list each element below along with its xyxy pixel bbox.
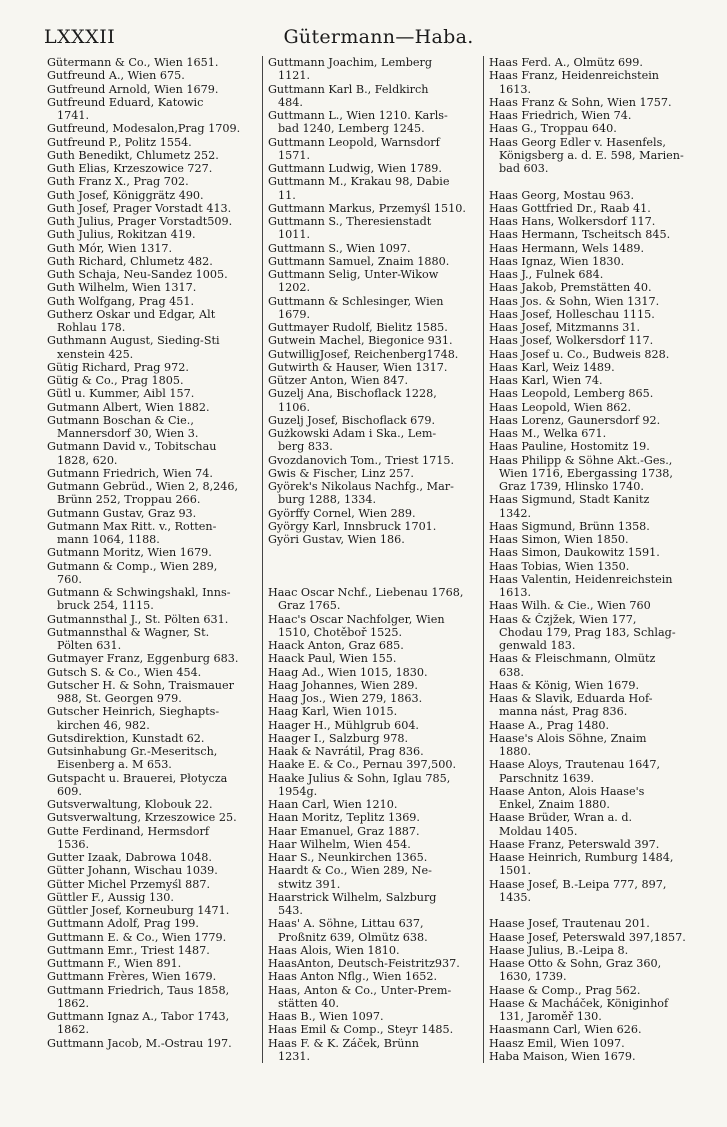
directory-line: 1741. bbox=[57, 109, 90, 122]
directory-line: 1231. bbox=[278, 1049, 311, 1063]
directory-line: Enkel, Znaim 1880. bbox=[499, 798, 610, 811]
directory-line: Gutsverwaltung, Klobouk 22. bbox=[47, 798, 213, 811]
directory-line: Haase Franz, Peterswald 397. bbox=[489, 837, 660, 851]
directory-line: Haas Alois, Wien 1810. bbox=[268, 943, 400, 957]
directory-line: Guttmann Ludwig, Wien 1789. bbox=[268, 162, 442, 175]
directory-line: 1510, Chotěboř 1525. bbox=[278, 625, 403, 639]
directory-line: Gutsverwaltung, Krzeszowice 25. bbox=[47, 811, 237, 825]
directory-line: Haas' A. Söhne, Littau 637, bbox=[268, 917, 424, 931]
directory-line: Gwis & Fischer, Linz 257. bbox=[268, 466, 414, 480]
directory-line: Haas M., Welka 671. bbox=[489, 427, 607, 440]
directory-line: Gutfreund Eduard, Katowic bbox=[47, 95, 204, 109]
directory-line: Györek's Nikolaus Nachfg., Mar- bbox=[268, 480, 454, 493]
directory-line: bad 603. bbox=[499, 162, 549, 175]
directory-line: Gutsinhabung Gr.-Meseritsch, bbox=[47, 745, 218, 758]
directory-line: Haac Oscar Nchf., Liebenau 1768, bbox=[268, 586, 464, 599]
directory-line: Haas Pauline, Hostomitz 19. bbox=[489, 440, 650, 454]
directory-line: Haas Karl, Wien 74. bbox=[489, 374, 603, 387]
directory-line: Haan Moritz, Teplitz 1369. bbox=[268, 811, 420, 825]
directory-line: Haar Wilhelm, Wien 454. bbox=[268, 837, 411, 851]
directory-line: Haase Josef, Peterswald 397,1857. bbox=[489, 930, 686, 944]
directory-line: Gutmann David v., Tobitschau bbox=[47, 440, 217, 454]
directory-line: Haase Aloys, Trautenau 1647, bbox=[489, 758, 661, 772]
directory-line: Gutscher Heinrich, Sieghарts- bbox=[47, 705, 220, 719]
directory-line: 1011. bbox=[278, 228, 311, 242]
directory-line: Gutherz Oskar und Edgar, Alt bbox=[47, 307, 216, 321]
directory-line: 1613. bbox=[499, 82, 532, 96]
directory-line: Gutmann Moritz, Wien 1679. bbox=[47, 546, 212, 560]
directory-line: Haas Simon, Wien 1850. bbox=[489, 533, 629, 546]
directory-line: 1121. bbox=[278, 69, 311, 83]
directory-line: Haas Josef u. Co., Budweis 828. bbox=[489, 347, 670, 361]
directory-line: Guttmann S., Wien 1097. bbox=[268, 241, 411, 255]
directory-line: mann 1064, 1188. bbox=[57, 533, 160, 546]
page-number: LXXXII bbox=[44, 26, 116, 48]
page-header bbox=[44, 22, 713, 56]
directory-line: Wien 1716, Ebergassing 1738, bbox=[499, 466, 673, 480]
directory-line: Guttmann L., Wien 1210. Karls- bbox=[268, 109, 448, 122]
directory-line: GutwilligJosef, Reichenberg1748. bbox=[268, 347, 459, 361]
directory-line: Gutfreund, Modesalon,Prag 1709. bbox=[47, 122, 241, 136]
directory-line: Parschnitz 1639. bbox=[499, 771, 595, 785]
directory-line: Haas, Anton & Co., Unter-Prem- bbox=[268, 983, 452, 997]
directory-line: Guttmann Adolf, Prag 199. bbox=[47, 917, 199, 931]
directory-line bbox=[268, 573, 480, 586]
directory-line: Haas Franz, Heidenreichstein bbox=[489, 69, 659, 83]
directory-line: Gütter Johann, Wischau 1039. bbox=[47, 864, 218, 878]
directory-line: Haase Brüder, Wran a. d. bbox=[489, 811, 633, 825]
directory-line: 1828, 620. bbox=[57, 453, 118, 467]
directory-line: Guttmann Ignaz A., Tabor 1743, bbox=[47, 1010, 230, 1023]
directory-line: 1862. bbox=[57, 1023, 90, 1037]
directory-line: 1202. bbox=[278, 281, 311, 295]
directory-line: Güttler F., Aussig 130. bbox=[47, 890, 174, 904]
directory-line: Haase Anton, Alois Haase's bbox=[489, 784, 645, 798]
directory-line: Gutmann Boschan & Cie., bbox=[47, 413, 194, 427]
directory-line: Eisenberg a. M 653. bbox=[57, 758, 172, 772]
directory-line: Gutmann Friedrich, Wien 74. bbox=[47, 466, 213, 480]
directory-line: Guttmann Frères, Wien 1679. bbox=[47, 970, 217, 984]
directory-line: Haas Franz & Sohn, Wien 1757. bbox=[489, 95, 672, 109]
directory-line: Gutmann Gebrüd., Wien 2, 8,246, bbox=[47, 480, 239, 493]
directory-line: berg 833. bbox=[278, 440, 333, 454]
directory-line: bruck 254, 1115. bbox=[57, 599, 154, 613]
directory-line: Haar Emanuel, Graz 1887. bbox=[268, 824, 420, 838]
directory-line: Haas Tobias, Wien 1350. bbox=[489, 559, 630, 573]
directory-line: Haase's Alois Söhne, Znaim bbox=[489, 731, 647, 745]
directory-line: Haas & Fleischmann, Olmütz bbox=[489, 652, 656, 666]
directory-line: Haack Paul, Wien 155. bbox=[268, 652, 397, 666]
directory-line: Haas Friedrich, Wien 74. bbox=[489, 109, 632, 122]
directory-line: Gutmann Gustav, Graz 93. bbox=[47, 506, 197, 520]
directory-line: Gutmann & Schwingshakl, Inns- bbox=[47, 586, 231, 599]
directory-line: Königsberg a. d. E. 598, Marien- bbox=[499, 148, 684, 162]
directory-line: Haas Josef, Mitzmanns 31. bbox=[489, 321, 641, 334]
directory-line: Haas Hermann, Tscheitsch 845. bbox=[489, 228, 671, 242]
directory-line: 1630, 1739. bbox=[499, 970, 567, 984]
directory-line: Haase Heinrich, Rumburg 1484, bbox=[489, 851, 674, 864]
page-title: Gütermann—Haba. bbox=[283, 26, 474, 48]
directory-line: Guth Julius, Rokitzan 419. bbox=[47, 228, 196, 242]
directory-line: Chodau 179, Prag 183, Schlag- bbox=[499, 625, 676, 639]
directory-line: Haas Hermann, Wels 1489. bbox=[489, 241, 645, 255]
directory-line: Gutsdirektion, Kunstadt 62. bbox=[47, 731, 205, 745]
directory-line: Gutsch S. & Co., Wien 454. bbox=[47, 665, 202, 679]
directory-line: Gutfreund A., Wien 675. bbox=[47, 69, 185, 83]
directory-line bbox=[489, 175, 710, 188]
directory-line: kirchen 46, 982. bbox=[57, 718, 150, 732]
directory-line: Gutspacht u. Brauerei, Płotycza bbox=[47, 771, 228, 785]
directory-line: Haba Maison, Wien 1679. bbox=[489, 1049, 636, 1063]
directory-line bbox=[489, 904, 710, 917]
directory-line: Pölten 631. bbox=[57, 639, 122, 652]
directory-line: Györi Gustav, Wien 186. bbox=[268, 533, 405, 546]
directory-line: Guzelj Josef, Bischoflack 679. bbox=[268, 413, 436, 427]
directory-line: Guttmann Samuel, Znaim 1880. bbox=[268, 254, 450, 268]
directory-line: Gvozdanovich Tom., Triest 1715. bbox=[268, 453, 455, 467]
directory-line: Haase & Macháček, Königinhof bbox=[489, 996, 669, 1010]
directory-line: Haag Jos., Wien 279, 1863. bbox=[268, 692, 423, 705]
directory-line: Haas Lorenz, Gaunersdorf 92. bbox=[489, 413, 661, 427]
directory-line: Gützer Anton, Wien 847. bbox=[268, 374, 409, 387]
directory-line: Gutmannsthal J., St. Pölten 631. bbox=[47, 612, 229, 626]
directory-line: 1501. bbox=[499, 864, 532, 878]
directory-line: Haake E. & Co., Pernau 397,500. bbox=[268, 758, 457, 772]
directory-line: Gutwirth & Hauser, Wien 1317. bbox=[268, 360, 448, 374]
directory-line: Gutmann & Comp., Wien 289, bbox=[47, 559, 218, 573]
directory-line: Haan Carl, Wien 1210. bbox=[268, 798, 398, 811]
directory-line: Haas G., Troppau 640. bbox=[489, 122, 617, 136]
directory-line: Haas Gottfried Dr., Raab 41. bbox=[489, 201, 651, 215]
directory-line: Graz 1765. bbox=[278, 599, 341, 613]
directory-line: Haase Julius, B.-Leipa 8. bbox=[489, 943, 629, 957]
directory-line: Guth Mór, Wien 1317. bbox=[47, 241, 173, 255]
directory-line: Gutmann Max Ritt. v., Rotten- bbox=[47, 519, 217, 533]
directory-line: 1880. bbox=[499, 745, 532, 758]
directory-line: Gütter Michel Przemyśl 887. bbox=[47, 877, 211, 891]
directory-line: Haasmann Carl, Wien 626. bbox=[489, 1023, 642, 1037]
column-1 bbox=[44, 56, 262, 1050]
directory-line: manna nást, Prag 836. bbox=[499, 705, 628, 719]
directory-line: Guttmann Emr., Triest 1487. bbox=[47, 943, 210, 957]
directory-line: Gutter Izaak, Dabrowa 1048. bbox=[47, 851, 212, 864]
directory-line bbox=[268, 560, 480, 573]
directory-line: Gutmann Albert, Wien 1882. bbox=[47, 400, 210, 414]
directory-line: Guttmann Leopold, Warnsdorf bbox=[268, 135, 440, 149]
directory-line: 1536. bbox=[57, 837, 90, 851]
directory-line: Guth Franz X., Prag 702. bbox=[47, 175, 189, 189]
directory-line: stwitz 391. bbox=[278, 877, 341, 891]
directory-line: Haag Ad., Wien 1015, 1830. bbox=[268, 665, 428, 679]
directory-line: György Karl, Innsbruck 1701. bbox=[268, 519, 437, 533]
directory-line: Guth Josef, Königgrätz 490. bbox=[47, 188, 204, 202]
directory-line: Haas Emil & Comp., Steyr 1485. bbox=[268, 1023, 454, 1037]
directory-line: stätten 40. bbox=[278, 996, 340, 1010]
directory-line bbox=[268, 546, 480, 559]
column-2 bbox=[262, 56, 483, 1063]
directory-line: Guttmann Karl B., Feldkirch bbox=[268, 82, 429, 96]
directory-line: Gutfreund P., Politz 1554. bbox=[47, 135, 192, 149]
directory-line: Haar S., Neunkirchen 1365. bbox=[268, 851, 428, 864]
directory-line: 760. bbox=[57, 572, 82, 586]
directory-line: Haas Georg Edler v. Hasenfels, bbox=[489, 135, 666, 149]
directory-line: Gutte Ferdinand, Hermsdorf bbox=[47, 824, 209, 838]
directory-line: Guth Richard, Chlumetz 482. bbox=[47, 254, 213, 268]
directory-line: Haas & König, Wien 1679. bbox=[489, 678, 640, 692]
directory-line: Guth Wilhelm, Wien 1317. bbox=[47, 281, 197, 295]
directory-line: Haas Jos. & Sohn, Wien 1317. bbox=[489, 294, 660, 308]
directory-line: genwald 183. bbox=[499, 639, 576, 652]
directory-line: Haag Johannes, Wien 289. bbox=[268, 678, 418, 692]
directory-line: Haak & Navrátil, Prag 836. bbox=[268, 745, 424, 758]
directory-line: 543. bbox=[278, 904, 303, 917]
directory-line: Guzelj Ana, Bischoflack 1228, bbox=[268, 387, 437, 401]
directory-line: 131, Jaroměř 130. bbox=[499, 1010, 602, 1023]
directory-line: 638. bbox=[499, 665, 524, 679]
directory-line: Haas Anton Nflg., Wien 1652. bbox=[268, 970, 438, 984]
directory-line: 11. bbox=[278, 188, 296, 202]
directory-line: Haas & Slavik, Eduarda Hof- bbox=[489, 692, 653, 705]
directory-line: 988, St. Georgen 979. bbox=[57, 692, 182, 705]
directory-line: burg 1288, 1334. bbox=[278, 493, 377, 507]
directory-line: Haas Hans, Wolkersdorf 117. bbox=[489, 215, 656, 228]
directory-line: 609. bbox=[57, 784, 82, 798]
directory-line: Guth Wolfgang, Prag 451. bbox=[47, 294, 195, 308]
directory-line: Haas J., Fulnek 684. bbox=[489, 268, 604, 281]
directory-line: 1435. bbox=[499, 890, 532, 904]
directory-line: 1613. bbox=[499, 586, 532, 599]
directory-line: Gutmannsthal & Wagner, St. bbox=[47, 625, 210, 639]
directory-line: Haas Leopold, Lemberg 865. bbox=[489, 387, 654, 401]
directory-line: Haas F. & K. Záček, Brünn bbox=[268, 1036, 419, 1050]
directory-line: Haas Philipp & Söhne Akt.-Ges., bbox=[489, 453, 673, 467]
directory-line: Haase Josef, Trautenau 201. bbox=[489, 917, 650, 931]
directory-line: Haas Josef, Wolkersdorf 117. bbox=[489, 334, 654, 348]
directory-line: Haardt & Co., Wien 289, Ne- bbox=[268, 864, 432, 878]
directory-line: Haager I., Salzburg 978. bbox=[268, 731, 409, 745]
directory-line: 484. bbox=[278, 95, 303, 109]
directory-line: Haas & Čzjžek, Wien 177, bbox=[489, 612, 637, 626]
directory-line: Rohlau 178. bbox=[57, 321, 126, 334]
directory-line: Guttmann M., Krakau 98, Dabie bbox=[268, 175, 450, 189]
directory-line: Haager H., Mühlgrub 604. bbox=[268, 718, 419, 732]
directory-line: Haas Leopold, Wien 862. bbox=[489, 400, 632, 414]
directory-line: Güttler Josef, Korneuburg 1471. bbox=[47, 904, 230, 917]
directory-line: Haas Sigmund, Brünn 1358. bbox=[489, 519, 650, 533]
directory-line: Gütig & Co., Prag 1805. bbox=[47, 374, 184, 387]
directory-line: 1679. bbox=[278, 307, 311, 321]
directory-line: xenstein 425. bbox=[57, 347, 134, 361]
directory-line: Haag Karl, Wien 1015. bbox=[268, 705, 398, 719]
directory-line: Guth Benedikt, Chlumetz 252. bbox=[47, 148, 219, 162]
directory-line: Haac's Oscar Nachfolger, Wien bbox=[268, 612, 445, 626]
directory-line: Haase A., Prag 1480. bbox=[489, 718, 610, 732]
directory-line: 1342. bbox=[499, 506, 532, 520]
directory-line: Haas Karl, Weiz 1489. bbox=[489, 360, 615, 374]
directory-line: Guthmann August, Sieding-Sti bbox=[47, 334, 220, 348]
directory-line: 1862. bbox=[57, 996, 90, 1010]
directory-line: Guth Schaja, Neu-Sandez 1005. bbox=[47, 268, 228, 281]
columns bbox=[44, 56, 713, 1063]
directory-line: Haas Georg, Mostau 963. bbox=[489, 188, 635, 202]
directory-line: Haas Ignaz, Wien 1830. bbox=[489, 254, 625, 268]
directory-line: Haas Wilh. & Cie., Wien 760 bbox=[489, 599, 651, 613]
directory-line: 1106. bbox=[278, 400, 311, 414]
directory-line: Haas Valentin, Heidenreichstein bbox=[489, 572, 673, 586]
directory-line: Haas Sigmund, Stadt Kanitz bbox=[489, 493, 650, 507]
directory-line: Brünn 252, Troppau 266. bbox=[57, 493, 201, 507]
directory-line: Guttmann & Schlesinger, Wien bbox=[268, 294, 444, 308]
directory-line: HaasAnton, Deutsch-Feistritz937. bbox=[268, 957, 460, 970]
directory-line: Haack Anton, Graz 685. bbox=[268, 639, 404, 652]
directory-line: Haasz Emil, Wien 1097. bbox=[489, 1036, 625, 1050]
directory-line: Gutfreund Arnold, Wien 1679. bbox=[47, 82, 219, 96]
directory-line: Haas Jakob, Premstätten 40. bbox=[489, 281, 652, 295]
directory-line: Proßnitz 639, Olmütz 638. bbox=[278, 930, 428, 944]
directory-line: 1571. bbox=[278, 148, 311, 162]
directory-line: Haase Otto & Sohn, Graz 360, bbox=[489, 957, 662, 970]
directory-line: Haarstrick Wilhelm, Salzburg bbox=[268, 890, 437, 904]
directory-line: Gütermann & Co., Wien 1651. bbox=[47, 56, 219, 69]
directory-line: Guth Julius, Prager Vorstadt509. bbox=[47, 215, 233, 228]
directory-line: Gütig Richard, Prag 972. bbox=[47, 360, 189, 374]
directory-line: Haas Josef, Holleschau 1115. bbox=[489, 307, 655, 321]
directory-line: Moldau 1405. bbox=[499, 824, 578, 838]
directory-line: Haase Josef, B.-Leipa 777, 897, bbox=[489, 877, 667, 891]
directory-line: Haas Ferd. A., Olmütz 699. bbox=[489, 56, 643, 69]
directory-line: Guttmann S., Theresienstadt bbox=[268, 215, 432, 228]
directory-line: Guttmann Selig, Unter-Wikow bbox=[268, 268, 439, 281]
directory-line: Guth Josef, Prager Vorstadt 413. bbox=[47, 201, 232, 215]
directory-line: Guttmann F., Wien 891. bbox=[47, 957, 182, 970]
directory-line: bad 1240, Lemberg 1245. bbox=[278, 122, 425, 136]
directory-line: Graz 1739, Hlinsko 1740. bbox=[499, 480, 644, 493]
directory-line: Gutscher H. & Sohn, Traismauer bbox=[47, 678, 234, 692]
directory-line: Mannersdorf 30, Wien 3. bbox=[57, 427, 199, 440]
directory-line: Gutmayer Franz, Eggenburg 683. bbox=[47, 652, 239, 666]
directory-line: Haase & Comp., Prag 562. bbox=[489, 983, 641, 997]
directory-line: 1954g. bbox=[278, 784, 318, 798]
directory-line: Györffy Cornel, Wien 289. bbox=[268, 506, 416, 520]
directory-line: Guttmann Joachim, Lemberg bbox=[268, 56, 432, 69]
directory-line: Guttmayer Rudolf, Bielitz 1585. bbox=[268, 321, 448, 334]
directory-line: Guttmann Friedrich, Taus 1858, bbox=[47, 983, 230, 997]
directory-line: Gużkowski Adam i Ska., Lem- bbox=[268, 427, 437, 440]
directory-line: Gütl u. Kummer, Aibl 157. bbox=[47, 387, 195, 401]
directory-line: Haas B., Wien 1097. bbox=[268, 1010, 384, 1023]
directory-line: Guttmann Markus, Przemyśl 1510. bbox=[268, 201, 466, 215]
column-3 bbox=[483, 56, 713, 1063]
directory-line: Gutwein Machel, Biegonice 931. bbox=[268, 334, 453, 348]
directory-line: Guttmann Jacob, M.-Ostrau 197. bbox=[47, 1036, 232, 1050]
directory-line: Haas Simon, Daukowitz 1591. bbox=[489, 546, 660, 560]
directory-line: Guth Elias, Krzeszowice 727. bbox=[47, 162, 213, 175]
directory-line: Haake Julius & Sohn, Iglau 785, bbox=[268, 771, 451, 785]
directory-line: Guttmann E. & Co., Wien 1779. bbox=[47, 930, 227, 944]
